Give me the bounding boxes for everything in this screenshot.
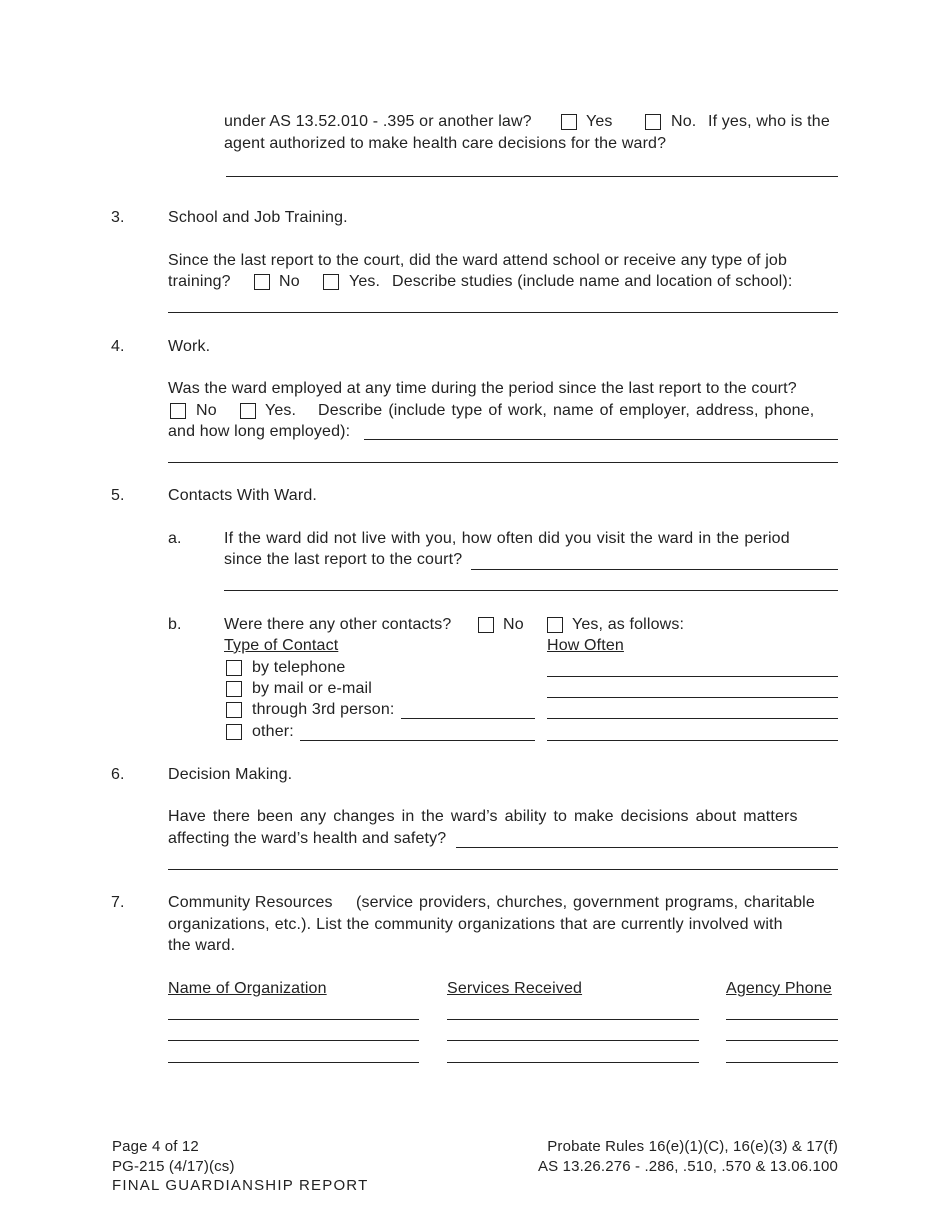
section-6-answer-line1[interactable]: [456, 847, 838, 848]
top-question-line2: agent authorized to make health care decisions for the ward?: [224, 135, 667, 152]
contact-telephone-checkbox[interactable]: [226, 660, 242, 676]
name-of-organization-header: Name of Organization: [168, 980, 327, 997]
top-if-yes-label: If yes, who is the: [708, 113, 830, 130]
section-3-yes-checkbox[interactable]: [323, 274, 339, 290]
contact-mail-checkbox[interactable]: [226, 681, 242, 697]
third-person-name-line[interactable]: [401, 718, 535, 719]
organization-name-line[interactable]: [168, 1040, 419, 1041]
section-7-question-line1: (service providers, churches, government programs, charitable: [356, 894, 815, 911]
section-6-number: 6.: [111, 766, 125, 783]
section-6-question-line1: Have there been any changes in the ward’s ability to make decisions about matters: [168, 808, 798, 825]
section-4-number: 4.: [111, 338, 125, 355]
section-4-answer-line1[interactable]: [364, 439, 838, 440]
section-5b-no-checkbox[interactable]: [478, 617, 494, 633]
footer-statutes: AS 13.26.276 - .286, .510, .570 & 13.06.100: [537, 1158, 838, 1175]
section-5a-question-line1: If the ward did not live with you, how often did you visit the ward in the period: [224, 530, 790, 547]
section-7-number: 7.: [111, 894, 125, 911]
agency-phone-header: Agency Phone: [726, 980, 832, 997]
footer-probate-rules: Probate Rules 16(e)(1)(C), 16(e)(3) & 17(f): [547, 1138, 838, 1155]
how-often-header: How Often: [547, 637, 624, 654]
section-5b-no-label: No: [503, 616, 524, 633]
section-4-describe: Describe (include type of work, name of employer, address, phone,: [318, 402, 815, 419]
section-4-yes-label: Yes.: [265, 402, 297, 419]
agency-phone-line[interactable]: [726, 1040, 838, 1041]
section-3-answer-line[interactable]: [168, 312, 838, 313]
section-5a-answer-line2[interactable]: [224, 590, 838, 591]
contact-third-person-checkbox[interactable]: [226, 702, 242, 718]
services-received-line[interactable]: [447, 1019, 699, 1020]
section-5a-label: a.: [168, 530, 182, 547]
section-5b-label: b.: [168, 616, 182, 633]
agency-phone-line[interactable]: [726, 1019, 838, 1020]
section-4-title: Work.: [168, 338, 211, 355]
footer-form-number: PG-215 (4/17)(cs): [112, 1158, 235, 1175]
other-contact-line[interactable]: [300, 740, 535, 741]
footer-form-title: FINAL GUARDIANSHIP REPORT: [112, 1177, 369, 1194]
section-3-question-line1: Since the last report to the court, did the ward attend school or receive any type of job: [168, 252, 788, 269]
services-received-line[interactable]: [447, 1062, 699, 1063]
section-3-yes-label: Yes.: [349, 273, 381, 290]
contact-other-checkbox[interactable]: [226, 724, 242, 740]
section-5b-yes-checkbox[interactable]: [547, 617, 563, 633]
section-5b-yes-label: Yes, as follows:: [572, 616, 685, 633]
type-of-contact-header: Type of Contact: [224, 637, 339, 654]
section-4-yes-checkbox[interactable]: [240, 403, 256, 419]
section-5-number: 5.: [111, 487, 125, 504]
section-7-title: Community Resources: [168, 894, 333, 911]
section-3-title: School and Job Training.: [168, 209, 348, 226]
top-question-text: under AS 13.52.010 - .395 or another law?: [224, 113, 532, 130]
section-5-title: Contacts With Ward.: [168, 487, 317, 504]
top-question-line1: [224, 111, 532, 132]
section-6-question-line2: affecting the ward’s health and safety?: [168, 830, 447, 847]
section-4-no-checkbox[interactable]: [170, 403, 186, 419]
contact-other-label: other:: [252, 723, 294, 740]
section-4-no-label: No: [196, 402, 217, 419]
services-received-line[interactable]: [447, 1040, 699, 1041]
top-yes-checkbox[interactable]: [561, 114, 577, 130]
section-3-no-checkbox[interactable]: [254, 274, 270, 290]
section-3-no-label: No: [279, 273, 300, 290]
agent-answer-line[interactable]: [226, 176, 838, 177]
section-4-answer-line2[interactable]: [168, 462, 838, 463]
section-4-how-long: and how long employed):: [168, 423, 351, 440]
section-5b-question: Were there any other contacts?: [224, 616, 452, 633]
agency-phone-line[interactable]: [726, 1062, 838, 1063]
third-person-how-often-line[interactable]: [547, 718, 838, 719]
section-3-number: 3.: [111, 209, 125, 226]
section-4-question-line1: Was the ward employed at any time during the period since the last report to the court?: [168, 380, 797, 397]
section-3-describe: Describe studies (include name and location of school):: [392, 273, 793, 290]
contact-mail-label: by mail or e-mail: [252, 680, 372, 697]
top-yes-label: Yes: [586, 113, 613, 130]
organization-name-line[interactable]: [168, 1019, 419, 1020]
contact-third-person-label: through 3rd person:: [252, 701, 395, 718]
section-5a-question-line2: since the last report to the court?: [224, 551, 463, 568]
organization-name-line[interactable]: [168, 1062, 419, 1063]
top-no-checkbox[interactable]: [645, 114, 661, 130]
section-6-title: Decision Making.: [168, 766, 293, 783]
telephone-how-often-line[interactable]: [547, 676, 838, 677]
section-3-question-training: training?: [168, 273, 231, 290]
mail-how-often-line[interactable]: [547, 697, 838, 698]
section-5a-answer-line1[interactable]: [471, 569, 838, 570]
top-no-label: No.: [671, 113, 697, 130]
services-received-header: Services Received: [447, 980, 583, 997]
contact-telephone-label: by telephone: [252, 659, 346, 676]
section-6-answer-line2[interactable]: [168, 869, 838, 870]
other-how-often-line[interactable]: [547, 740, 838, 741]
footer-page-number: Page 4 of 12: [112, 1138, 199, 1155]
section-7-question-line2: organizations, etc.). List the community organizations that are currently involved with: [168, 916, 783, 933]
section-7-question-line3: the ward.: [168, 937, 236, 954]
